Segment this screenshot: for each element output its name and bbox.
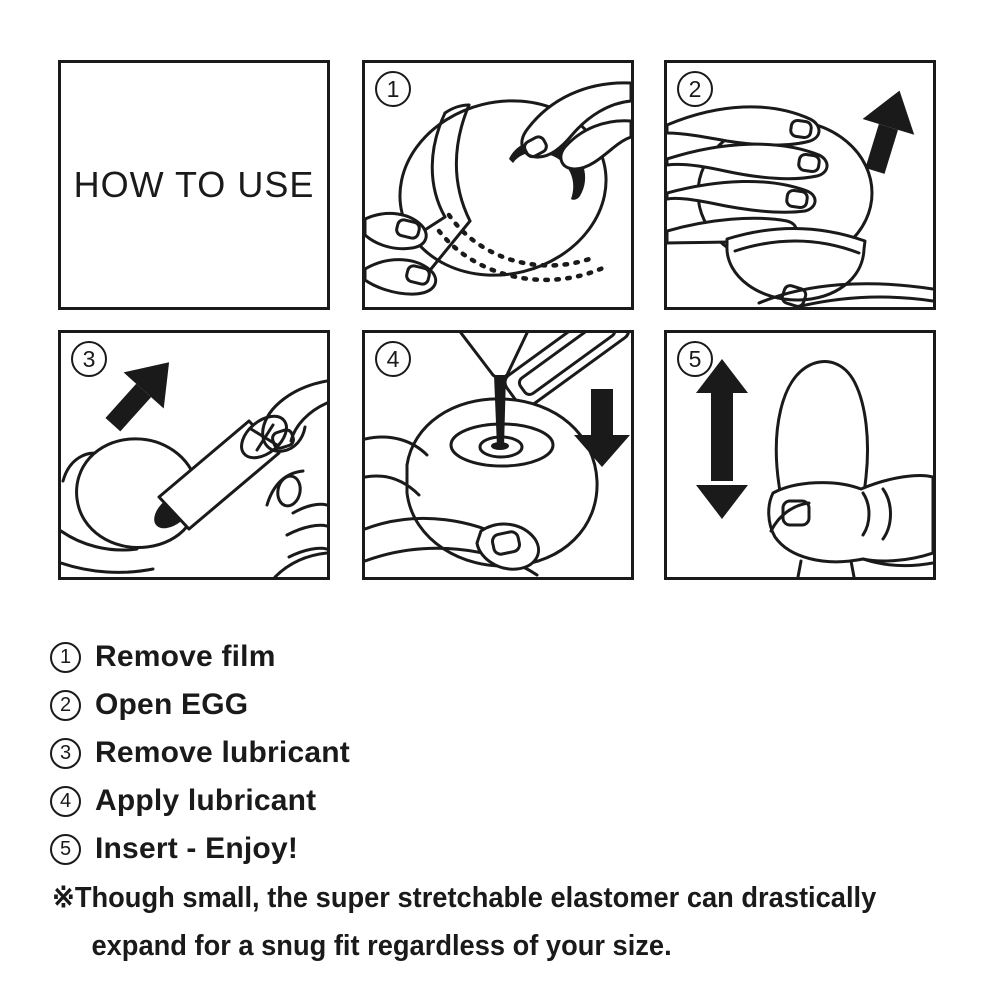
step-number-badge: 3 <box>71 341 107 377</box>
step-item <box>50 681 350 729</box>
footnote-line-1: Though small, the super stretchable elastomer can drastically <box>74 882 877 914</box>
step-item <box>50 777 350 825</box>
step-item <box>50 633 350 681</box>
step-number-badge: 3 <box>50 738 81 769</box>
step-label: Apply lubricant <box>95 784 317 817</box>
step-label: Remove film <box>95 640 276 673</box>
steps-list <box>50 633 350 873</box>
arrow-up-right-icon <box>93 344 189 443</box>
footnote-line-2: expand for a snug fit regardless of your size. <box>91 930 672 962</box>
step-number-badge: 4 <box>375 341 411 377</box>
step-number-badge: 1 <box>375 71 411 107</box>
step-panel-3 <box>58 330 330 580</box>
reference-mark-icon: ※ <box>52 882 75 914</box>
step-panel-4 <box>362 330 634 580</box>
how-to-use-panel <box>58 60 330 310</box>
step-panel-2 <box>664 60 936 310</box>
step-item <box>50 825 350 873</box>
step-panel-1 <box>362 60 634 310</box>
step-item <box>50 729 350 777</box>
step-number-badge: 5 <box>50 834 81 865</box>
step-label: Open EGG <box>95 688 249 721</box>
step-number-badge: 1 <box>50 642 81 673</box>
step-number-badge: 5 <box>677 341 713 377</box>
step-number-badge: 2 <box>50 690 81 721</box>
page-title: HOW TO USE <box>73 164 315 205</box>
step-panel-5 <box>664 330 936 580</box>
step-label: Remove lubricant <box>95 736 350 769</box>
step-number-badge: 4 <box>50 786 81 817</box>
step-label: Insert - Enjoy! <box>95 832 299 865</box>
footnote <box>52 874 936 970</box>
arrow-up-down-icon <box>696 359 748 519</box>
step-number-badge: 2 <box>677 71 713 107</box>
